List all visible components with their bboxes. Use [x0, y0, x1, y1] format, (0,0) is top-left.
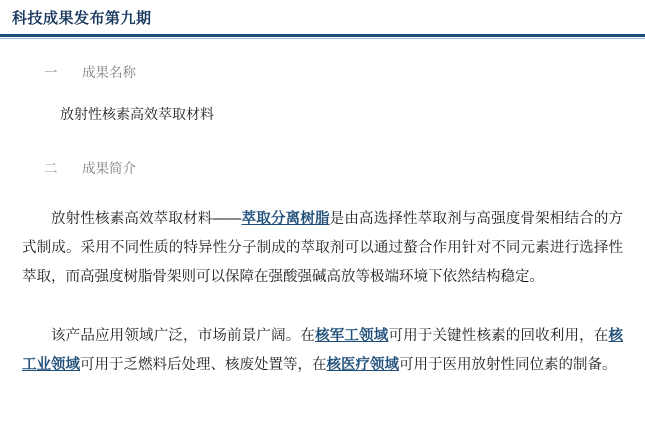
- paragraph-application-text-1: 该产品应用领域广泛，市场前景广阔。在: [51, 328, 316, 344]
- section-label-2: 成果简介: [82, 161, 136, 176]
- header-divider: [0, 34, 645, 37]
- paragraph-application-text-4: 可用于医用放射性同位素的制备。: [399, 357, 617, 373]
- header-divider-thin: [0, 38, 645, 39]
- section-marker-1: 一: [44, 65, 58, 80]
- keyword-military-nuclear: 核军工领域: [315, 328, 389, 344]
- paragraph-application: [22, 322, 623, 380]
- paragraph-application-text-3: 可用于乏燃料后处理、核废处置等，在: [80, 357, 327, 373]
- paragraph-intro-text-1: 放射性核素高效萃取材料——: [51, 211, 242, 227]
- document-body: [0, 63, 645, 380]
- keyword-nuclear-medicine: 核医疗领域: [326, 357, 399, 373]
- keyword-extraction-resin: 萃取分离树脂: [241, 211, 330, 227]
- section-marker-2: 二: [44, 161, 58, 176]
- section-heading-1: [22, 63, 623, 83]
- paragraph-intro: [22, 205, 623, 292]
- section-heading-2: [22, 159, 623, 179]
- paragraph-intro-text-2: 是由高选择性萃取剂与高强度骨架相结合的方式制成。采用不同性质的特异性分子制成的萃取剂可以通过螯合作用针对不同元素进行选择性萃取，而高强度树脂骨架则可以保障在强酸强碱高放等极端环境下依然结构稳定。: [22, 211, 624, 285]
- document-header: [0, 0, 645, 37]
- page-title: 科技成果发布第九期: [12, 10, 152, 27]
- section-label-1: 成果名称: [82, 65, 136, 80]
- keyword-nuclear-industry: 核工业领域: [22, 328, 624, 373]
- paragraph-application-text-2: 可用于关键性核素的回收利用，在: [388, 328, 609, 344]
- achievement-name-value: 放射性核素高效萃取材料: [60, 106, 214, 122]
